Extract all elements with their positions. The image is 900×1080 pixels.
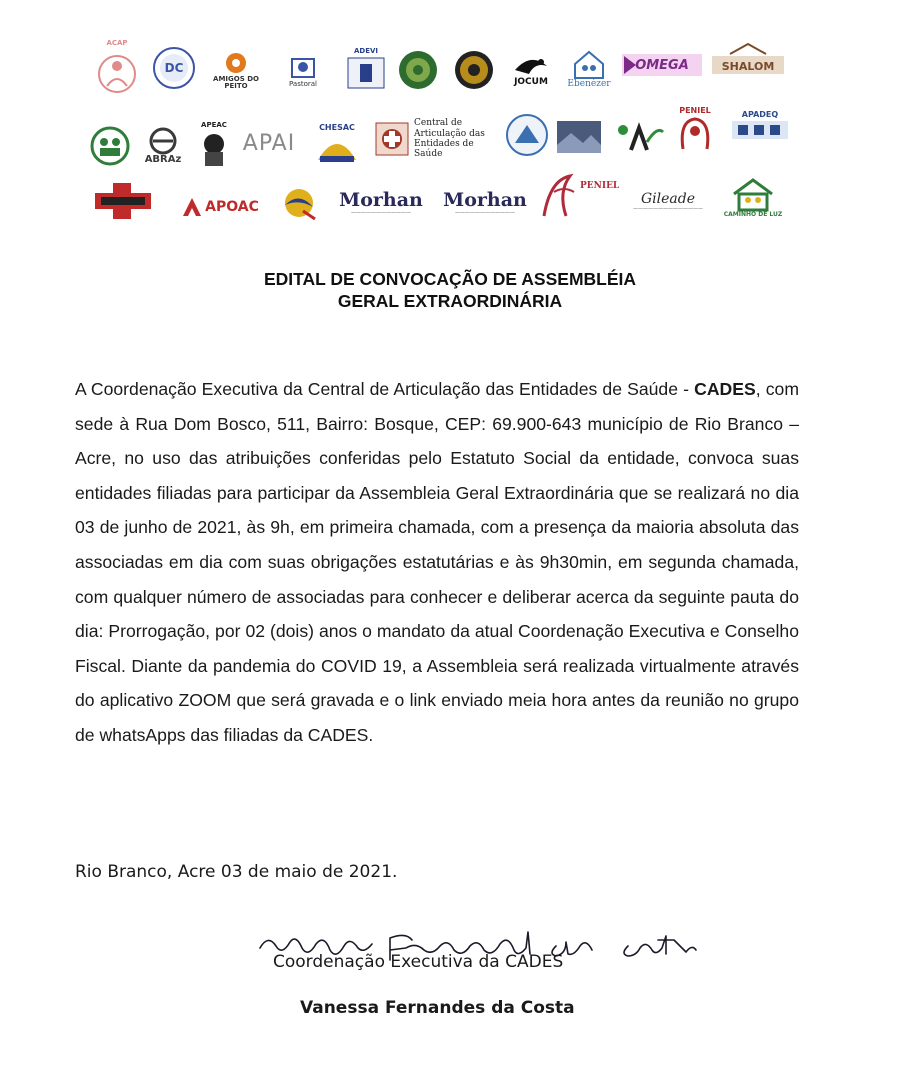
logo-chesac: CHESAC — [310, 118, 364, 170]
paragraph-part-1: A Coordenação Executiva da Central de Articulação das Entidades de Saúde - — [75, 379, 695, 399]
logo-apoac: APOAC — [174, 192, 266, 222]
logo-green-people — [88, 122, 132, 170]
logo-banner — [0, 0, 900, 240]
logo-apadeq: APADEQ — [730, 106, 790, 146]
logo-seal-green — [396, 48, 440, 92]
title-line-1: EDITAL DE CONVOCAÇÃO DE ASSEMBLÉIA — [263, 269, 637, 289]
logo-gilead: Gileade —————————————— — [633, 191, 703, 212]
logo-apai: APAI — [242, 131, 296, 157]
logo-green-m — [610, 116, 666, 158]
logo-shalom: SHALOM — [710, 42, 786, 78]
logo-morhan-1: Morhan ———————————— — [339, 189, 423, 217]
logo-morhan-2: Morhan ———————————— — [443, 189, 527, 217]
logo-omega: OMEGA — [622, 52, 702, 80]
document-title — [0, 268, 900, 312]
logo-abraz: ABRAz — [138, 122, 188, 170]
signer-role: Coordenação Executiva da CADES — [273, 952, 564, 972]
title-line-2: GERAL EXTRAORDINÁRIA — [337, 291, 563, 311]
logo-ebenezer: Ebenézer — [562, 44, 616, 94]
logo-jocum: JOCUM — [504, 50, 558, 94]
logo-apeac: APEAC — [194, 118, 234, 172]
convocation-paragraph — [75, 372, 799, 753]
logo-caminho-de-luz: CAMINHO DE LUZ — [722, 172, 784, 222]
paragraph-part-2: , com sede à Rua Dom Bosco, 511, Bairro: Bosque, CEP: 69.900-643 município de Rio Branco – Acre, no uso das atribuições conferidas pelo Estatuto Social da entidade, convoca suas entidades filiadas para participar da Assembleia Geral Extraordinária que se realizará no dia 03 de junho de 2021, às 9h, em primeira chamada, com a presença da maioria absoluta das associadas em dia com suas obrigações estatutárias e às 9h30min, em segunda chamada, com qualquer número de associadas para conhecer e deliberar acerca da seguinte pauta do dia: Prorrogação, por 02 (dois) anos o mandato da atual Coordenação Executiva e Conselho Fiscal. Diante da pandemia do COVID 19, a Assembleia será realizada virtualmente através do aplicativo ZOOM que será gravada e o link enviado meia hora antes da reunião no grupo de whatsApps das filiadas da CADES. — [75, 379, 799, 745]
logo-pastoral: Pastoral — [272, 50, 334, 94]
logo-bird — [278, 184, 320, 222]
logo-adevi: ADEVI — [342, 44, 390, 94]
logo-cross — [92, 180, 154, 222]
logo-amigos-do-peito: AMIGOS DO PEITO — [208, 42, 264, 98]
logo-seal-gold — [452, 48, 496, 92]
paragraph-bold-cades: CADES — [694, 379, 756, 399]
logo-round-blue — [504, 112, 550, 158]
signer-name: Vanessa Fernandes da Costa — [300, 998, 575, 1018]
logo-acap: ACAP — [92, 40, 142, 102]
logo-peniel: PENIEL — [540, 170, 620, 222]
logo-dc: DC — [150, 44, 198, 92]
place-and-date: Rio Branco, Acre 03 de maio de 2021. — [75, 862, 398, 882]
logo-peniel-red: PENIEL — [672, 104, 718, 156]
logo-cades: Central de Articulação das Entidades de Saúde — [372, 114, 502, 164]
logo-photo — [556, 116, 602, 158]
